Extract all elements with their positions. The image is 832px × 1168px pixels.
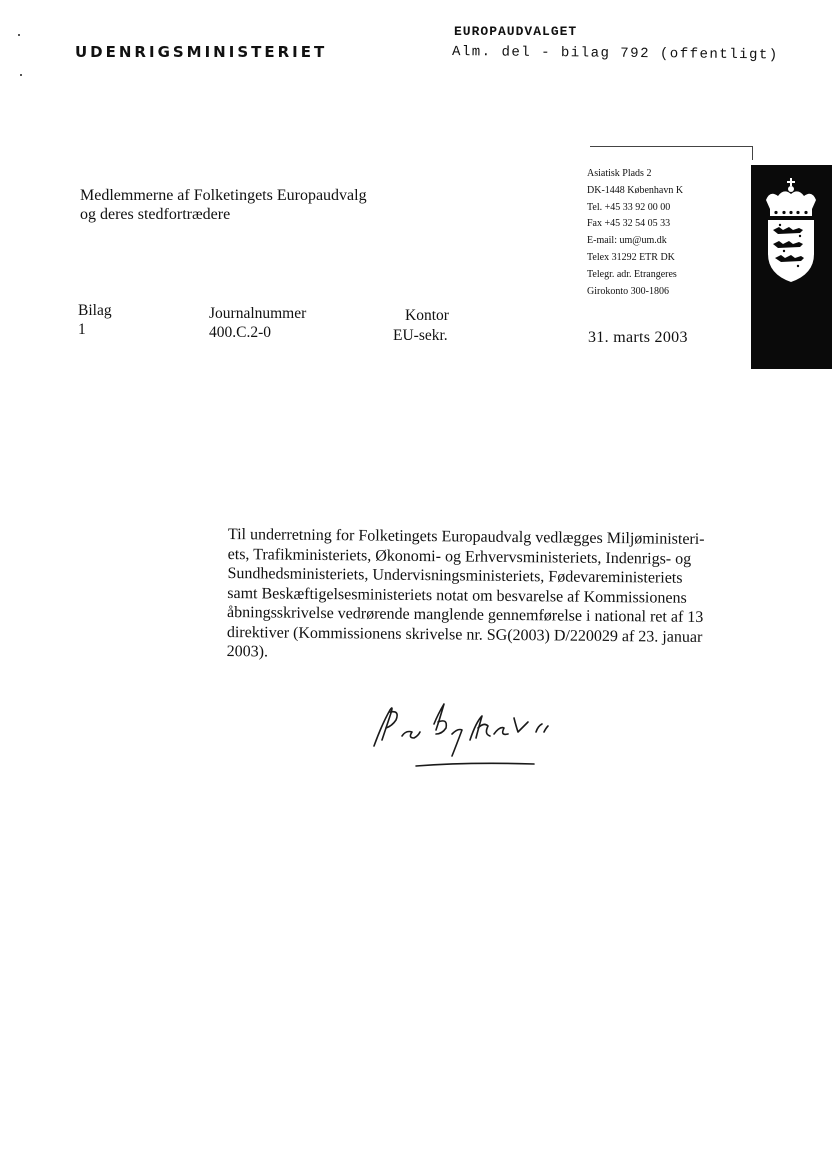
address-line: DK-1448 København K: [587, 184, 684, 196]
body-line: åbningsskrivelse vedrørende manglende gennemførelse i national ret af 13: [226, 603, 704, 626]
letter-body: [227, 525, 748, 667]
body-line: 2003).: [226, 642, 269, 661]
handwritten-signature: [368, 688, 568, 779]
danish-coat-of-arms-icon: [760, 176, 822, 289]
stamp-reference: Alm. del - bilag 792 (offentligt): [451, 44, 779, 64]
kontor-label: Kontor: [405, 307, 449, 324]
address-line: Fax +45 32 54 05 33: [587, 218, 671, 230]
address-line: E-mail: um@um.dk: [587, 235, 667, 247]
scan-speck: [18, 34, 20, 36]
address-line: Asiatisk Plads 2: [587, 168, 652, 179]
recipient-line: Medlemmerne af Folketingets Europaudvalg: [80, 187, 367, 204]
address-line: Telex 31292 ETR DK: [587, 251, 675, 263]
sender-address: [587, 166, 683, 300]
body-line: ets, Trafikministeriets, Økonomi- og Erhvervsministeriets, Indenrigs- og: [227, 545, 692, 568]
body-line: Til underretning for Folketingets Europaudvalg vedlægges Miljøministeri-: [227, 525, 705, 548]
bilag-label: Bilag: [78, 302, 112, 319]
body-line: direktiver (Kommissionens skrivelse nr. SG(2003) D/220029 af 23. januar: [226, 623, 703, 646]
stamp-title: EUROPAUDVALGET: [454, 24, 578, 39]
recipient-block: [80, 186, 367, 224]
body-line: Sundhedsministeriets, Undervisningsministeriets, Fødevareministeriets: [227, 564, 683, 587]
letter-date: 31. marts 2003: [588, 329, 688, 346]
kontor-value: EU-sekr.: [393, 327, 448, 344]
address-line: Girokonto 300-1806: [587, 285, 669, 297]
address-line: Tel. +45 33 92 00 00: [587, 201, 671, 213]
body-line: samt Beskæftigelsesministeriets notat om besvarelse af Kommissionens: [227, 584, 687, 607]
address-line: Telegr. adr. Etrangeres: [587, 268, 677, 280]
journal-label: Journalnummer: [209, 305, 307, 322]
address-rule-tick: [752, 146, 753, 160]
journal-value: 400.C.2-0: [209, 324, 271, 341]
ministry-name: UDENRIGSMINISTERIET: [75, 43, 328, 61]
address-rule: [590, 146, 752, 147]
scan-speck: [20, 74, 22, 76]
recipient-line: og deres stedfortrædere: [80, 206, 231, 223]
bilag-value: 1: [78, 321, 86, 338]
